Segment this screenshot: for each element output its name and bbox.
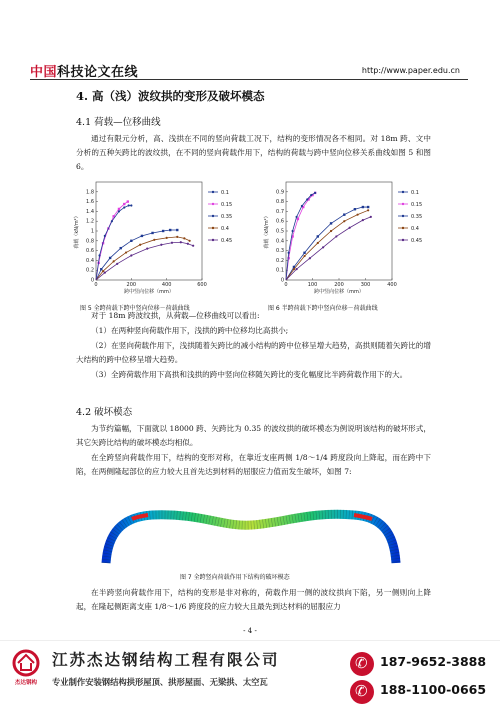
data-point bbox=[367, 206, 369, 208]
data-point bbox=[187, 243, 189, 245]
data-point bbox=[297, 218, 299, 220]
y-tick-label: 1.2 bbox=[86, 218, 94, 225]
legend-entry: 0.45 bbox=[411, 238, 423, 244]
list-item-3: （3）全跨荷载作用下高拱和浅拱的跨中竖向位移随矢跨比的变化幅度比半跨荷载作用下的大。 bbox=[91, 370, 408, 379]
legend-entry: 0.15 bbox=[411, 202, 423, 208]
y-tick-label: 0.6 bbox=[86, 248, 94, 255]
data-point bbox=[169, 229, 171, 231]
data-point bbox=[293, 268, 295, 270]
legend-marker bbox=[212, 239, 214, 241]
y-tick-label: 0 bbox=[90, 277, 94, 284]
section-title: 4. 高（浅）波纹拱的变形及破坏模态 bbox=[76, 89, 265, 103]
y-tick-label: 0.8 bbox=[86, 238, 94, 245]
figure-7-deformed-arch bbox=[92, 503, 412, 567]
data-point bbox=[343, 213, 345, 215]
data-point bbox=[146, 248, 148, 250]
data-point bbox=[303, 255, 305, 257]
y-tick-label: 0.4 bbox=[276, 238, 284, 245]
x-tick-label: 200 bbox=[334, 282, 344, 288]
data-point bbox=[130, 204, 132, 206]
x-tick-label: 200 bbox=[126, 282, 137, 288]
legend-entry: 0.4 bbox=[221, 226, 229, 232]
legend-entry: 0.45 bbox=[221, 238, 233, 244]
data-point bbox=[314, 192, 316, 194]
data-point bbox=[292, 230, 294, 232]
legend-entry: 0.35 bbox=[411, 214, 423, 220]
y-tick-label: 0.2 bbox=[86, 267, 94, 274]
legend-marker bbox=[402, 227, 404, 229]
data-point bbox=[362, 219, 364, 221]
data-point bbox=[153, 239, 155, 241]
paragraph-4-1: 通过有限元分析，高、浅拱在不同的竖向荷载工况下，结构的变形情况各不相同。对 18m 跨、文中分析的五种矢跨比的波纹拱，在不同的竖向荷载作用下，结构的荷载与跨中竖向位移关系曲线如图 5 和图 6。 bbox=[76, 134, 431, 171]
data-point bbox=[162, 230, 164, 232]
phone-number-2[interactable]: 188-1100-0665 bbox=[380, 682, 487, 697]
data-point bbox=[310, 194, 312, 196]
data-point bbox=[354, 208, 356, 210]
data-point bbox=[189, 240, 191, 242]
figure-6-chart bbox=[262, 176, 442, 304]
data-point bbox=[330, 222, 332, 224]
list-item-1: （1）在两种竖向荷载作用下，浅拱的跨中位移均比高拱小; bbox=[91, 326, 289, 335]
legend-marker bbox=[212, 203, 214, 205]
data-point bbox=[192, 245, 194, 247]
legend-entry: 0.35 bbox=[221, 214, 233, 220]
phone-icon bbox=[350, 680, 374, 704]
paragraph-4-2-1: 为节约篇幅，下面就以 18000 跨、矢跨比为 0.35 的波纹拱的破坏模态为例说明该结构的破坏形式，其它矢跨比结构的破坏模态均相似。 bbox=[76, 424, 431, 447]
list-item-2: （2）在竖向荷载作用下，浅拱随着矢跨比的减小结构的跨中位移呈增大趋势，高拱则随着矢跨比的增大结构的跨中位移呈增大趋势。 bbox=[76, 341, 431, 364]
data-point bbox=[123, 203, 125, 205]
x-tick-label: 400 bbox=[161, 282, 172, 288]
data-point bbox=[296, 268, 298, 270]
y-axis-label: 荷载（kN/m²） bbox=[264, 213, 270, 249]
x-axis-label: 跨中竖向位移（mm） bbox=[124, 289, 174, 295]
legend-entry: 0.1 bbox=[221, 190, 229, 196]
y-tick-label: 1 bbox=[90, 228, 94, 235]
data-point bbox=[301, 205, 303, 207]
data-point bbox=[109, 257, 111, 259]
y-tick-label: 0.1 bbox=[276, 267, 284, 274]
data-point bbox=[139, 244, 141, 246]
x-axis-label: 跨中竖向位移（mm） bbox=[314, 289, 364, 295]
paragraph-curve-intro: 对于 18m 跨波纹拱，从荷载—位移曲线可以看出: bbox=[91, 311, 260, 320]
legend-entry: 0.15 bbox=[221, 202, 233, 208]
y-tick-label: 0.9 bbox=[276, 189, 284, 196]
figure-6-caption: 图 6 半跨荷载下跨中竖向位移－荷载曲线 bbox=[268, 305, 378, 312]
legend-entry: 0.4 bbox=[411, 226, 419, 232]
series-line bbox=[286, 193, 315, 280]
site-logo bbox=[30, 61, 138, 80]
company-name: 江苏杰达钢结构工程有限公司 bbox=[52, 651, 280, 669]
phone-number-1[interactable]: 187-9652-3888 bbox=[380, 654, 487, 669]
legend-marker bbox=[402, 203, 404, 205]
data-point bbox=[303, 252, 305, 254]
legend-marker bbox=[212, 215, 214, 217]
data-point bbox=[343, 220, 345, 222]
data-point bbox=[130, 254, 132, 256]
legend-marker bbox=[402, 191, 404, 193]
data-point bbox=[370, 216, 372, 218]
x-tick-label: 0 bbox=[284, 282, 288, 288]
data-point bbox=[151, 232, 153, 234]
y-tick-label: 1.8 bbox=[86, 189, 94, 196]
y-axis-label: 荷载（kN/m²） bbox=[74, 213, 80, 249]
plot-frame bbox=[96, 182, 202, 280]
figure-5-caption: 图 5 全跨荷载下跨中竖向位移－荷载曲线 bbox=[80, 305, 190, 312]
data-point bbox=[322, 246, 324, 248]
paragraph-4-2-2: 在全跨竖向荷载作用下，结构的变形对称，在靠近支座两侧 1/8～1/4 跨度段向上降起，而在跨中下陷，在两侧隆起部位的应力较大且首先达到材料的屈服应力值而发生破坏，如图 7: bbox=[76, 453, 431, 476]
data-point bbox=[296, 216, 298, 218]
data-point bbox=[123, 206, 125, 208]
y-tick-label: 0.6 bbox=[276, 218, 284, 225]
x-tick-label: 400 bbox=[387, 282, 397, 288]
data-point bbox=[176, 236, 178, 238]
data-point bbox=[180, 241, 182, 243]
data-point bbox=[98, 254, 100, 256]
data-point bbox=[309, 257, 311, 259]
data-point bbox=[116, 263, 118, 265]
data-point bbox=[141, 235, 143, 237]
site-url[interactable]: http://www.paper.edu.cn bbox=[361, 66, 460, 75]
data-point bbox=[367, 209, 369, 211]
series-line bbox=[96, 230, 177, 280]
data-point bbox=[104, 272, 106, 274]
logo-red-text: 中国 bbox=[30, 65, 58, 80]
data-point bbox=[130, 240, 132, 242]
data-point bbox=[128, 204, 130, 206]
subsection-heading-4-1: 4.1 荷载—位移曲线 bbox=[76, 117, 161, 128]
data-point bbox=[125, 251, 127, 253]
x-tick-label: 300 bbox=[360, 282, 371, 288]
header-divider bbox=[30, 79, 468, 80]
y-tick-label: 0.2 bbox=[276, 257, 284, 264]
data-point bbox=[356, 214, 358, 216]
x-tick-label: 100 bbox=[307, 282, 318, 288]
x-tick-label: 0 bbox=[94, 282, 98, 288]
data-point bbox=[100, 268, 102, 270]
y-tick-label: 1.6 bbox=[86, 199, 94, 206]
y-tick-label: 0.8 bbox=[276, 199, 284, 206]
data-point bbox=[306, 198, 308, 200]
data-point bbox=[118, 208, 120, 210]
data-point bbox=[127, 200, 129, 202]
company-logo-text: 杰达钢构 bbox=[14, 680, 37, 686]
series-line bbox=[96, 242, 193, 280]
figure-7-caption: 图 7 全跨竖向荷载作用下结构的破坏模态 bbox=[180, 574, 290, 581]
series-line bbox=[286, 193, 315, 280]
data-point bbox=[183, 237, 185, 239]
legend-marker bbox=[402, 215, 404, 217]
data-point bbox=[317, 242, 319, 244]
phone-icon bbox=[350, 652, 374, 676]
figure-5-chart bbox=[72, 176, 252, 304]
data-point bbox=[335, 235, 337, 237]
data-point bbox=[111, 220, 113, 222]
legend-marker bbox=[212, 191, 214, 193]
company-slogan: 专业制作安装钢结构拱形屋顶、拱形屋面、无梁拱、太空瓦 bbox=[52, 677, 268, 687]
series-line bbox=[286, 210, 368, 280]
y-tick-label: 0.7 bbox=[276, 208, 284, 215]
paragraph-4-2-3: 在半跨竖向荷载作用下，结构的变形是非对称的，荷载作用一侧的波纹拱向下陷，另一侧则向上降起，在隆起侧距离支座 1/8～1/6 跨度段的应力较大且最先到达材料的屈服应力 bbox=[76, 588, 431, 611]
data-point bbox=[171, 242, 173, 244]
plot-frame bbox=[286, 182, 392, 280]
y-tick-label: 0.4 bbox=[86, 257, 94, 264]
data-point bbox=[166, 237, 168, 239]
data-point bbox=[349, 227, 351, 229]
data-point bbox=[176, 229, 178, 231]
y-tick-label: 1.4 bbox=[86, 208, 94, 215]
data-point bbox=[102, 270, 104, 272]
data-point bbox=[317, 235, 319, 237]
data-point bbox=[118, 210, 120, 212]
x-tick-label: 600 bbox=[197, 282, 207, 288]
data-point bbox=[288, 252, 290, 254]
legend-entry: 0.1 bbox=[411, 190, 419, 196]
data-point bbox=[113, 260, 115, 262]
y-tick-label: 0 bbox=[280, 277, 284, 284]
logo-black-text: 科技论文在线 bbox=[57, 65, 139, 80]
company-logo bbox=[8, 648, 44, 684]
page-number: - 4 - bbox=[243, 627, 257, 635]
data-point bbox=[120, 247, 122, 249]
subsection-heading-4-2: 4.2 破坏模态 bbox=[76, 407, 133, 418]
y-tick-label: 0.5 bbox=[276, 228, 284, 235]
data-point bbox=[104, 235, 106, 237]
legend-marker bbox=[212, 227, 214, 229]
data-point bbox=[362, 206, 364, 208]
data-point bbox=[330, 230, 332, 232]
data-point bbox=[160, 244, 162, 246]
legend-marker bbox=[402, 239, 404, 241]
y-tick-label: 0.3 bbox=[276, 248, 284, 255]
